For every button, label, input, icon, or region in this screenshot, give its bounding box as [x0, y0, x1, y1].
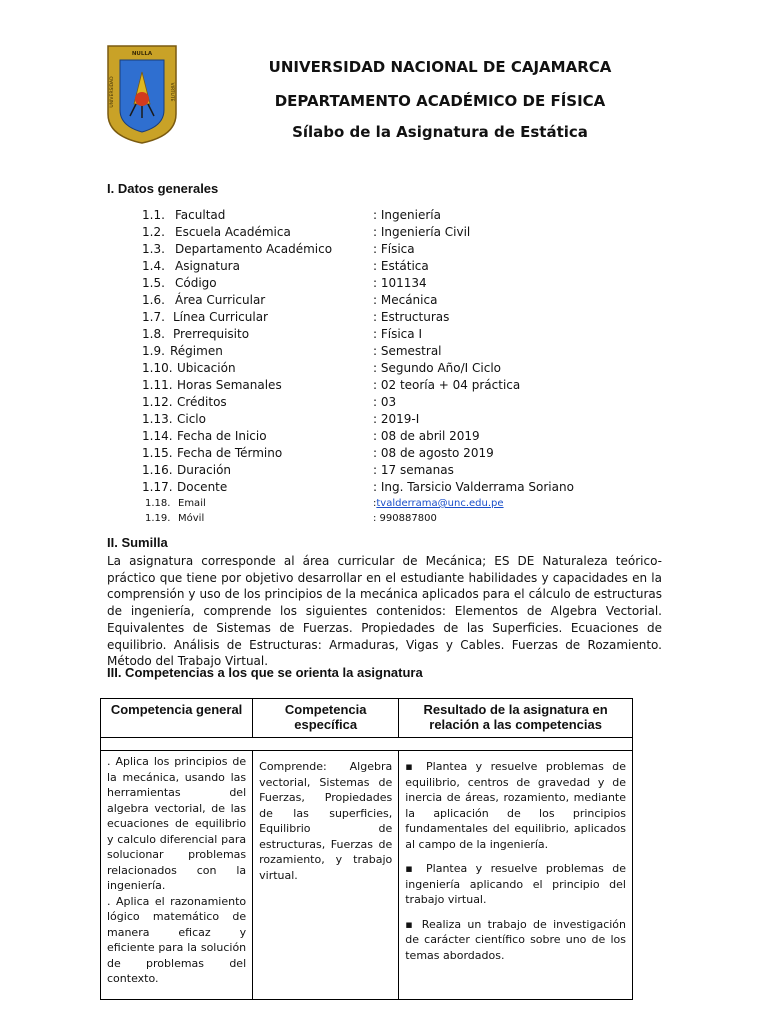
svg-text:VIRTUTE: VIRTUTE — [169, 82, 174, 102]
email-link[interactable]: tvalderrama@unc.edu.pe — [376, 498, 504, 509]
row-label: Línea Curricular — [173, 310, 268, 324]
row-label: Fecha de Inicio — [177, 429, 267, 443]
row-label: Asignatura — [175, 259, 240, 273]
row-value: : 2019-I — [373, 412, 420, 426]
row-label: Escuela Académica — [175, 225, 291, 239]
row-value: : 03 — [373, 395, 397, 409]
row-number: 1.5. — [142, 276, 165, 290]
row-number: 1.8. — [142, 327, 165, 341]
competencia-general-item: . Aplica los principios de la mecánica, usando las herramientas del algebra vectorial, de las ecuaciones de equilibrio y calculo diferencial para solucionar problemas relacionados con la ingeniería. — [107, 755, 247, 892]
row-number: 1.9. — [142, 344, 165, 358]
row-label: Departamento Académico — [175, 242, 333, 256]
resultado-item: ▪ Realiza un trabajo de investigación de carácter científico sobre uno de los temas abordados. — [405, 917, 626, 962]
row-label: Régimen — [170, 344, 223, 358]
row-value: : Ingeniería — [373, 208, 441, 222]
row-label: Duración — [177, 463, 232, 477]
row-number: 1.10. — [142, 361, 173, 375]
svg-text:UNIVERSIDAD: UNIVERSIDAD — [110, 76, 115, 108]
row-value: : 08 de abril 2019 — [373, 429, 480, 443]
row-label: Móvil — [178, 513, 205, 524]
resultado-item: ▪ Plantea y resuelve problemas de equilibrio, centros de gravedad y de inercia de áreas, rozamiento, mediante la aplicación de los principios fundamentales del equilibrio, aplicados al campo de la ingeniería. — [405, 760, 626, 851]
competencia-especifica-text: Comprende: Algebra vectorial, Sistemas de Fuerzas, Propiedades de las superficies, Equilibrio de estructuras, Fuerzas de rozamiento, y trabajo virtual. — [259, 760, 393, 882]
row-number: 1.3. — [142, 242, 165, 256]
section-heading-sumilla: II. Sumilla — [107, 535, 168, 550]
university-crest-logo — [106, 44, 178, 144]
row-label: Horas Semanales — [177, 378, 282, 392]
row-number: 1.1. — [142, 208, 165, 222]
row-number: 1.12. — [142, 395, 173, 409]
row-value: : Semestral — [373, 344, 442, 358]
row-label: Área Curricular — [175, 293, 266, 307]
university-title: UNIVERSIDAD NACIONAL DE CAJAMARCA — [268, 58, 612, 76]
row-value-prefix: : — [373, 498, 377, 509]
row-label: Ubicación — [177, 361, 236, 375]
svg-text:NULLA: NULLA — [131, 51, 153, 57]
table-header-resultado: Resultado de la asignatura en relación a las competencias — [399, 699, 633, 738]
row-number: 1.4. — [142, 259, 165, 273]
row-label: Código — [175, 276, 217, 290]
row-number: 1.13. — [142, 412, 173, 426]
row-label: Facultad — [175, 208, 226, 222]
row-value: : 02 teoría + 04 práctica — [373, 378, 521, 392]
table-header-especifica: Competencia específica — [253, 699, 399, 738]
row-number: 1.19. — [145, 513, 171, 524]
department-title: DEPARTAMENTO ACADÉMICO DE FÍSICA — [274, 92, 606, 110]
row-number: 1.6. — [142, 293, 165, 307]
syllabus-title: Sílabo de la Asignatura de Estática — [292, 123, 588, 141]
row-label: Créditos — [177, 395, 227, 409]
table-header-general: Competencia general — [101, 699, 253, 738]
row-label: Docente — [177, 480, 228, 494]
row-number: 1.2. — [142, 225, 165, 239]
competencia-especifica-cell — [253, 751, 399, 1000]
row-value: : Física I — [373, 327, 422, 341]
row-label: Email — [178, 498, 206, 509]
row-value: : 17 semanas — [373, 463, 454, 477]
row-label: Ciclo — [177, 412, 206, 426]
section-heading-datos: I. Datos generales — [107, 181, 219, 196]
row-value: : Ing. Tarsicio Valderrama Soriano — [373, 480, 574, 494]
row-number: 1.7. — [142, 310, 165, 324]
row-number: 1.14. — [142, 429, 173, 443]
row-number: 1.11. — [142, 378, 173, 392]
row-label: Prerrequisito — [173, 327, 250, 341]
row-value: : Segundo Año/I Ciclo — [373, 361, 501, 375]
competencia-general-item: . Aplica el razonamiento lógico matemático de manera eficaz y eficiente para la solución de problemas del contexto. — [107, 894, 247, 985]
row-value: : 990887800 — [373, 513, 437, 524]
row-number: 1.17. — [142, 480, 173, 494]
row-value: : 101134 — [373, 276, 427, 290]
row-value: : Ingeniería Civil — [373, 225, 471, 239]
row-number: 1.18. — [145, 498, 171, 509]
row-number: 1.16. — [142, 463, 173, 477]
row-number: 1.15. — [142, 446, 173, 460]
sumilla-paragraph: La asignatura corresponde al área curricular de Mecánica; ES DE Naturaleza teórico-práctico que tiene por objetivo desarrollar en el estudiante habilidades y capacidades en la comprensión y uso de los principios de la mecánica aplicados para el cálculo de estructuras de ingeniería, comprende los siguientes contenidos: Elementos de Algebra Vectorial. Equivalentes de Sistemas de Fuerzas. Propiedades de las Superficies. Ecuaciones de equilibrio. Análisis de Estructuras: Armaduras, Vigas y Cables. Fuerzas de Rozamiento. Método del Trabajo Virtual. — [107, 554, 662, 669]
resultado-item: ▪ Plantea y resuelve problemas de ingeniería aplicando el principio del trabajo virtual. — [405, 862, 626, 906]
row-value: : Estructuras — [373, 310, 450, 324]
competencia-general-cell — [101, 751, 253, 1000]
row-label: Fecha de Término — [177, 446, 283, 460]
row-value: : Física — [373, 242, 415, 256]
competencias-table — [100, 698, 633, 1000]
row-value: : Estática — [373, 259, 429, 273]
resultado-cell — [399, 751, 633, 1000]
section-heading-competencias: III. Competencias a los que se orienta la asignatura — [107, 665, 423, 680]
row-value: : 08 de agosto 2019 — [373, 446, 494, 460]
row-value: : Mecánica — [373, 293, 438, 307]
